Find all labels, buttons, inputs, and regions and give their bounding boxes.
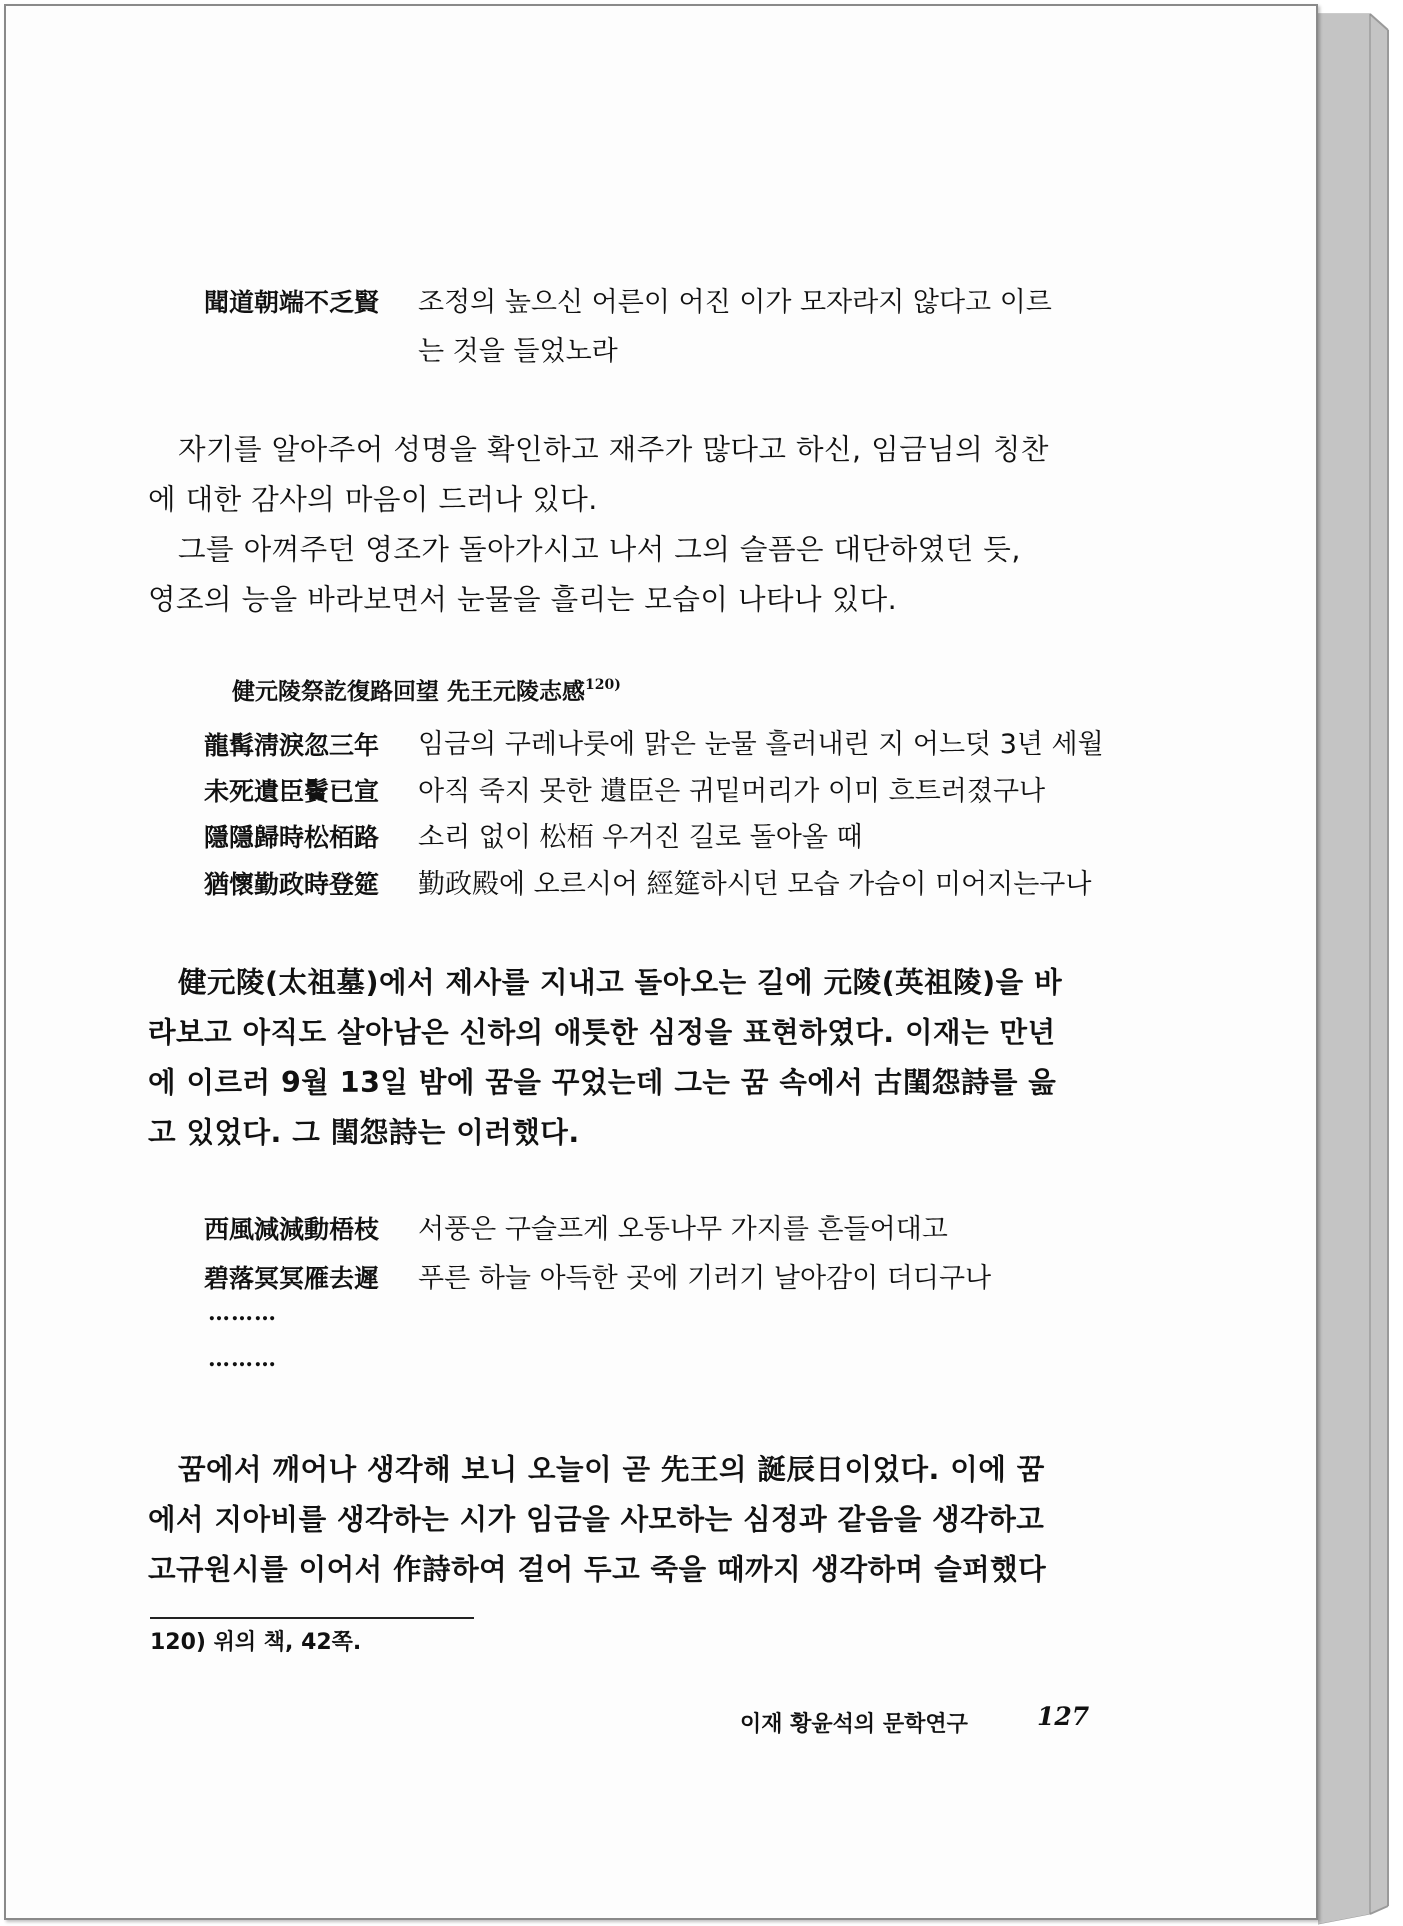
poem2-line3-korean: 소리 없이 松栢 우거진 길로 돌아올 때 — [418, 822, 863, 853]
poem2-line4-korean: 勤政殿에 오르시어 經筵하시던 모습 가슴이 미어지는구나 — [418, 869, 1092, 900]
para3-line3: 고규원시를 이어서 作詩하여 걸어 두고 죽을 때까지 생각하며 슬퍼했다 — [148, 1553, 1047, 1586]
poem2-line2-hanja: 未死遺臣鬢已宣 — [204, 777, 380, 806]
poem3-ellipsis-1: ……… — [208, 1300, 277, 1326]
para1-line4: 영조의 능을 바라보면서 눈물을 흘리는 모습이 나타나 있다. — [148, 583, 898, 616]
poem3-line2-hanja: 碧落冥冥雁去遲 — [204, 1264, 380, 1293]
book-edge — [1318, 0, 1403, 1926]
poem2-line2-korean: 아직 죽지 못한 遺臣은 귀밑머리가 이미 흐트러졌구나 — [418, 776, 1046, 807]
para3-line2: 에서 지아비를 생각하는 시가 임금을 사모하는 심정과 같음을 생각하고 — [148, 1503, 1045, 1536]
footnote-text: 120) 위의 책, 42쪽. — [150, 1630, 362, 1655]
footnote-divider — [150, 1617, 474, 1619]
page-number: 127 — [1037, 1702, 1090, 1731]
verse1-korean-line1: 조정의 높으신 어른이 어진 이가 모자라지 않다고 이르 — [418, 287, 1052, 318]
poem2-line1-hanja: 龍髯淸淚忽三年 — [204, 731, 380, 760]
para1-line3: 그를 아껴주던 영조가 돌아가시고 나서 그의 슬픔은 대단하였던 듯, — [178, 533, 1021, 566]
para1-line1: 자기를 알아주어 성명을 확인하고 재주가 많다고 하신, 임금님의 칭찬 — [178, 433, 1049, 466]
poem2-line3-hanja: 隱隱歸時松栢路 — [204, 823, 380, 852]
para2-line1: 健元陵(太祖墓)에서 제사를 지내고 돌아오는 길에 元陵(英祖陵)을 바 — [178, 966, 1063, 999]
poem3-line2-korean: 푸른 하늘 아득한 곳에 기러기 날아감이 더디구나 — [418, 1263, 992, 1294]
para1-line2: 에 대한 감사의 마음이 드러나 있다. — [148, 483, 598, 516]
poem2-line1-korean: 임금의 구레나룻에 맑은 눈물 흘러내린 지 어느덧 3년 세월 — [418, 729, 1104, 760]
verse1-hanja: 聞道朝端不乏賢 — [204, 288, 380, 317]
running-head: 이재 황윤석의 문학연구 — [740, 1712, 968, 1737]
para2-line3: 에 이르러 9월 13일 밤에 꿈을 꾸었는데 그는 꿈 속에서 古閨怨詩를 읊 — [148, 1066, 1057, 1099]
poem2-line4-hanja: 猶懷勤政時登筵 — [204, 870, 380, 899]
poem2-title — [232, 673, 621, 706]
poem3-line1-korean: 서풍은 구슬프게 오동나무 가지를 흔들어대고 — [418, 1214, 948, 1245]
poem3-line1-hanja: 西風減減動梧枝 — [204, 1215, 380, 1244]
poem2-title-text: 健元陵祭訖復路回望 先王元陵志感 — [232, 678, 586, 705]
footnote-ref: 120) — [585, 677, 621, 693]
para3-line1: 꿈에서 깨어나 생각해 보니 오늘이 곧 先王의 誕辰日이었다. 이에 꿈 — [178, 1453, 1045, 1486]
para2-line2: 라보고 아직도 살아남은 신하의 애틋한 심정을 표현하였다. 이재는 만년 — [148, 1016, 1056, 1049]
poem3-ellipsis-2: ……… — [208, 1346, 277, 1372]
verse1-korean-line2: 는 것을 들었노라 — [418, 336, 618, 367]
para2-line4: 고 있었다. 그 閨怨詩는 이러했다. — [148, 1116, 580, 1149]
